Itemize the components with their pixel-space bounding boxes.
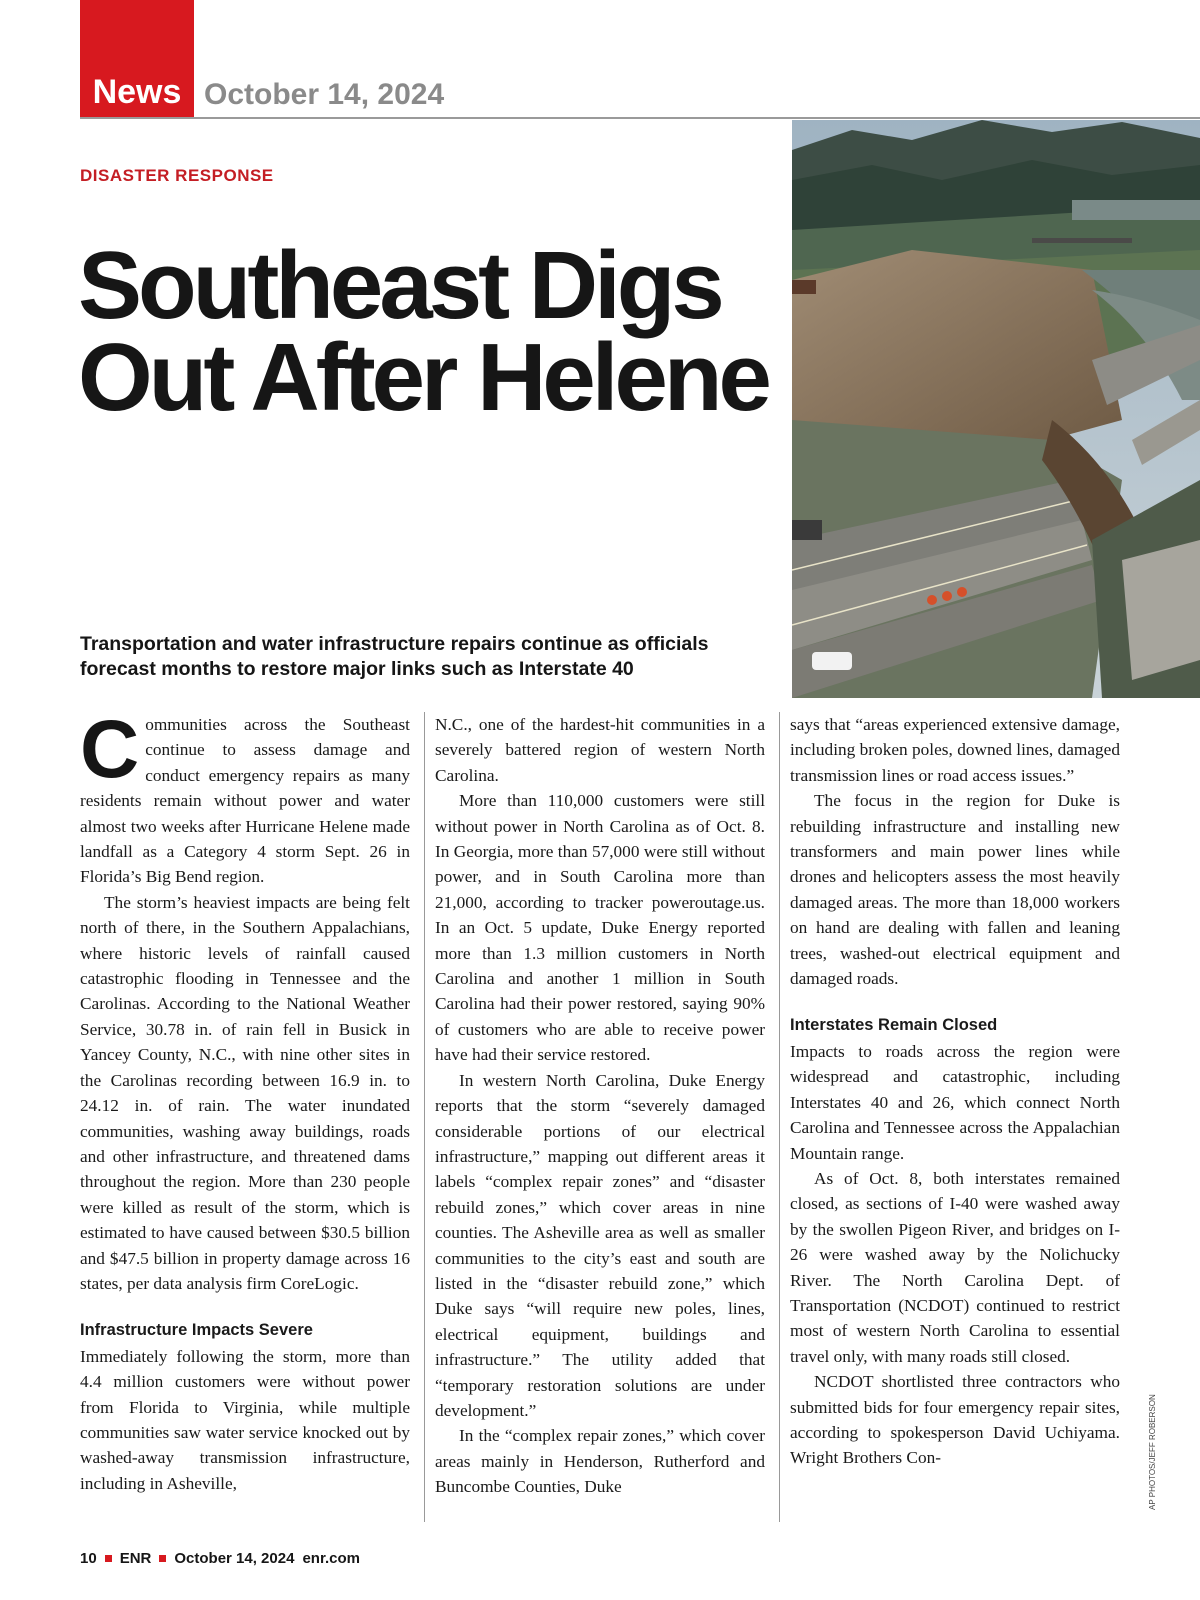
aerial-flood-damage-photo [792, 120, 1200, 698]
paragraph: As of Oct. 8, both interstates remained closed, as sections of I-40 were washed away by the swollen Pigeon River, and bridges on I-26 were washed away by the Nolichucky River. The North Carolina Dept. of Transportation (NCDOT) continued to restrict most of western North Carolina to essential travel only, with many roads still closed. [790, 1168, 1120, 1366]
section-tab: News [80, 0, 194, 118]
paragraph: says that “areas experienced extensive damage, including broken poles, downed lines, damaged transmission lines or road access issues.” [790, 715, 1120, 785]
paragraph: The storm’s heaviest impacts are being felt north of there, in the Southern Appalachians, where historic levels of rainfall caused catastrophic flooding in Tennessee and the Carolinas. According to the National Weather Service, 30.78 in. of rain fell in Busick in Yancey County, N.C., with nine other sites in the Carolinas recording between 16.9 in. to 24.12 in. of rain. The water inundated communities, washing away buildings, roads and other infrastructure, and threatened dams throughout the region. More than 230 people were killed as result of the storm, which is estimated to have caused between $30.5 billion and $47.5 billion in property damage across 16 states, per data analysis firm CoreLogic. [80, 892, 410, 1293]
article-column-1 [80, 704, 410, 1496]
paragraph: Impacts to roads across the region were widespread and catastrophic, including Interstates 40 and 26, which connect North Carolina and Tennessee across the Appalachian Mountain range. [790, 1041, 1120, 1163]
footer-date: October 14, 2024 [174, 1550, 295, 1567]
photo-credit: AP PHOTOS/JEFF ROBERSON [1148, 1394, 1157, 1510]
photo-illustration [792, 120, 1200, 698]
footer-brand: ENR [119, 1550, 152, 1567]
paragraph: In western North Carolina, Duke Energy reports that the storm “severely damaged considerable portions of our electrical infrastructure,” mapping out different areas it labels “complex repair zones” and “disaster rebuild zones,” which cover areas in nine counties. The Asheville area as well as smaller communities to the city’s east and south are listed in the “disaster rebuild zone,” which Duke says “will require new poles, lines, electrical equipment, buildings and infrastructure.” The utility added that “temporary restoration solutions are under development.” [435, 1070, 765, 1420]
issue-date: October 14, 2024 [204, 78, 445, 111]
category-label: DISASTER RESPONSE [80, 166, 274, 185]
paragraph: More than 110,000 customers were still without power in North Carolina as of Oct. 8. In Georgia, more than 57,000 were still without power, and in South Carolina more than 21,000, according to tracker poweroutage.us. In an Oct. 5 update, Duke Energy reported more than 1.3 million customers in North Carolina and another 1 million in South Carolina had their power restored, saying 90% of customers who are able to receive power have had their service restored. [435, 791, 765, 1065]
paragraph: N.C., one of the hardest-hit communities in a severely battered region of western North Carolina. [435, 715, 765, 785]
page-number: 10 [80, 1550, 97, 1567]
paragraph: Immediately following the storm, more than 4.4 million customers were without power from Florida to Virginia, while multiple communities saw water service knocked out by washed-away transmission infrastructure, including in Asheville, [80, 1346, 410, 1493]
section-subhead: Infrastructure Impacts Severe [80, 1321, 313, 1340]
paragraph [80, 704, 410, 890]
article-column-2 [435, 712, 765, 1500]
article-column-3 [790, 712, 1120, 1471]
square-bullet-icon [159, 1555, 166, 1562]
subheadline: Transportation and water infrastructure repairs continue as officials forecast months to restore major links such as Interstate 40 [80, 633, 709, 680]
footer-site-link[interactable]: enr.com [302, 1550, 360, 1567]
square-bullet-icon [105, 1555, 112, 1562]
column-divider [424, 712, 425, 1522]
paragraph: In the “complex repair zones,” which cover areas mainly in Henderson, Rutherford and Buncombe Counties, Duke [435, 1426, 765, 1497]
dropcap: C [80, 704, 140, 795]
section-subhead: Interstates Remain Closed [790, 1016, 998, 1035]
column-divider [779, 712, 780, 1522]
paragraph-text: ommunities across the Southeast continue to assess damage and conduct emergency repairs as many residents remain without power and water almost two weeks after Hurricane Helene made landfall as a Category 4 storm Sept. 26 in Florida’s Big Bend region. [80, 715, 410, 887]
paragraph: The focus in the region for Duke is rebuilding infrastructure and installing new transformers and main power lines while drones and helicopters assess the most heavily damaged areas. The more than 18,000 workers on hand are dealing with fallen and leaning trees, washed-out electrical equipment and damaged roads. [790, 791, 1120, 989]
paragraph: NCDOT shortlisted three contractors who submitted bids for four emergency repair sites, according to spokesperson David Uchiyama. Wright Brothers Con- [790, 1372, 1120, 1468]
headline: Southeast Digs Out After Helene [78, 232, 768, 431]
page-footer [80, 1550, 360, 1567]
header-divider [80, 117, 1200, 119]
